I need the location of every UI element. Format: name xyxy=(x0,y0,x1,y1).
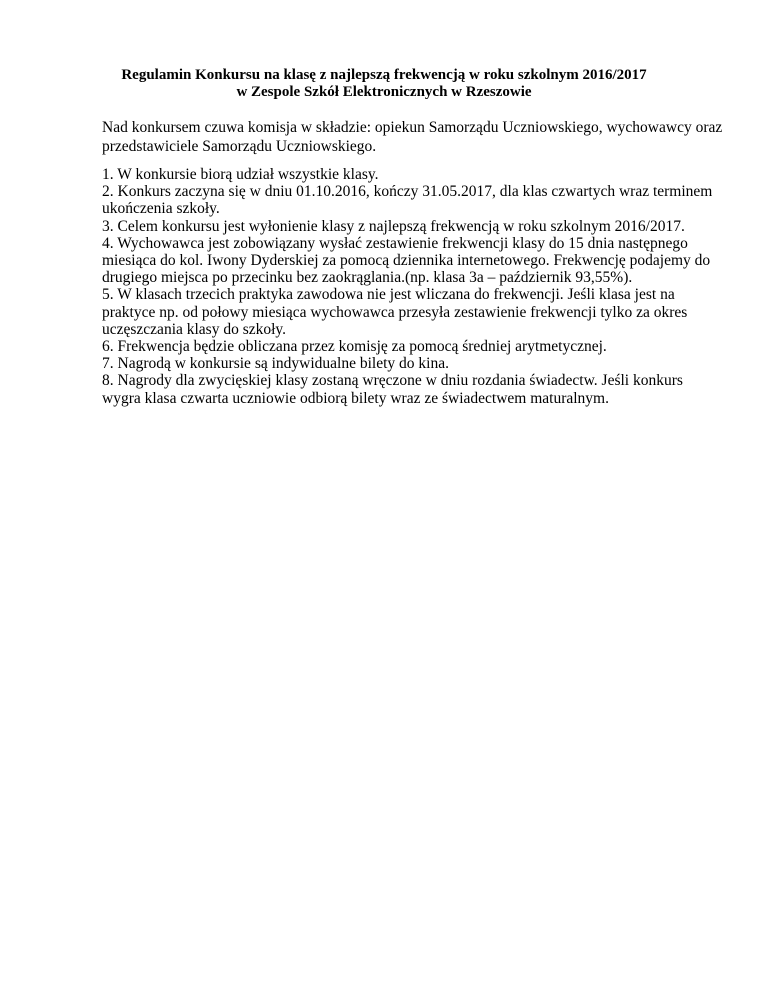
rule-line: 8. Nagrody dla zwycięskiej klasy zostaną wręczone w dniu rozdania świadectw. Jeśli konkurs xyxy=(102,372,683,390)
rule-line: 1. W konkursie biorą udział wszystkie klasy. xyxy=(102,166,379,183)
rule-line: wygra klasa czwarta uczniowie odbiorą bilety wraz ze świadectwem maturalnym. xyxy=(102,389,609,407)
intro-line: Nad konkursem czuwa komisja w składzie: opiekun Samorządu Uczniowskiego, wychowawcy oraz xyxy=(102,119,723,136)
rule-line: 5. W klasach trzecich praktyka zawodowa nie jest wliczana do frekwencji. Jeśli klasa jest na xyxy=(102,286,675,304)
title-line: w Zespole Szkół Elektronicznych w Rzeszowie xyxy=(236,84,532,100)
rule-line: 3. Celem konkursu jest wyłonienie klasy z najlepszą frekwencją w roku szkolnym 2016/2017. xyxy=(102,217,685,235)
rule-line: 2. Konkurs zaczyna się w dniu 01.10.2016, kończy 31.05.2017, dla klas czwartych wraz terminem xyxy=(102,183,713,201)
intro-line: przedstawiciele Samorządu Uczniowskiego. xyxy=(102,138,377,155)
document-title xyxy=(0,67,768,101)
rule-line: uczęszczania klasy do szkoły. xyxy=(102,320,287,338)
rules-list xyxy=(102,166,722,407)
rule-line: ukończenia szkoły. xyxy=(102,200,220,218)
rule-line: drugiego miejsca po przecinku bez zaokrąglania.(np. klasa 3a – październik 93,55%). xyxy=(102,269,633,287)
rule-line: miesiąca do kol. Iwony Dyderskiej za pomocą dziennika internetowego. Frekwencję podajemy do xyxy=(102,252,711,270)
intro-paragraph xyxy=(102,118,723,156)
rule-line: 7. Nagrodą w konkursie są indywidualne bilety do kina. xyxy=(102,355,449,373)
rule-line: 4. Wychowawca jest zobowiązany wysłać zestawienie frekwencji klasy do 15 dnia następnego xyxy=(102,234,688,252)
rule-line: praktyce np. od połowy miesiąca wychowawca przesyła zestawienie frekwencji tylko za okres xyxy=(102,303,688,321)
title-line: Regulamin Konkursu na klasę z najlepszą frekwencją w roku szkolnym 2016/2017 xyxy=(121,67,647,83)
rule-line: 6. Frekwencja będzie obliczana przez komisję za pomocą średniej arytmetycznej. xyxy=(102,338,607,356)
